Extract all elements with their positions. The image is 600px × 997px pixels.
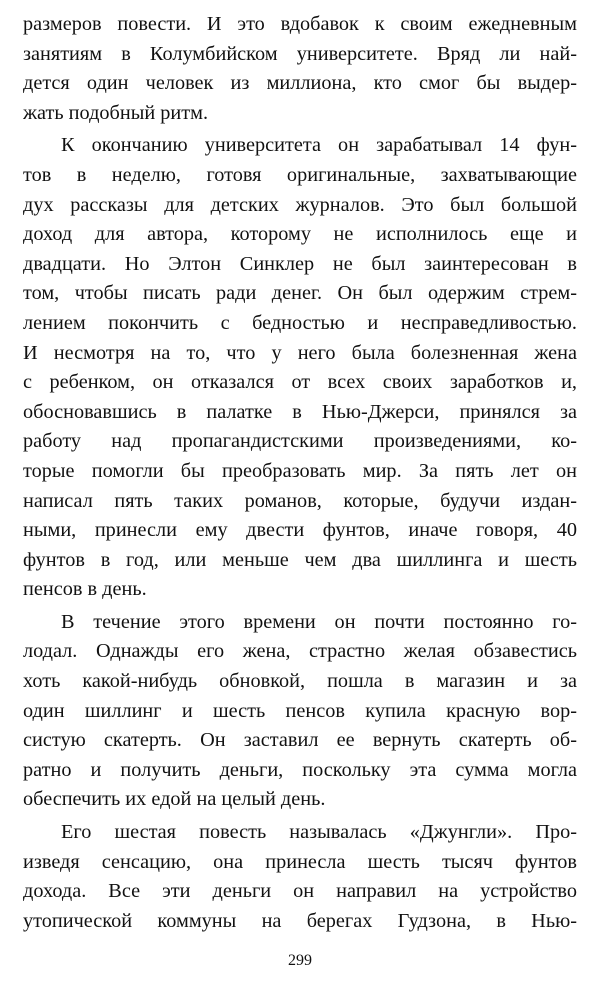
text-line: торые помогли бы преобразовать мир. За пять лет он [23,459,577,482]
text-line: утопической коммуны на берегах Гудзона, в Нью- [23,909,577,932]
text-line: доход для автора, которому не исполнилось еще и [23,223,577,246]
text-line: ратно и получить деньги, поскольку эта сумма могла [23,758,577,781]
text-line: К окончанию университета он зарабатывал 14 фун- [61,134,577,157]
text-line: хоть какой-нибудь обновкой, пошла в магазин и за [23,670,577,693]
text-line: дохода. Все эти деньги он направил на устройство [23,880,577,903]
text-line: размеров повести. И это вдобавок к своим ежедневным [23,13,577,35]
text-line: том, чтобы писать ради денег. Он был одержим стрем- [23,282,577,305]
text-line: ными, принесли ему двести фунтов, иначе говоря, 40 [23,519,577,542]
text-line: И несмотря на то, что у него была болезненная жена [23,341,577,364]
text-line: пенсов в день. [23,578,147,601]
text-line: Его шестая повесть называлась «Джунгли». Про- [61,821,577,844]
paragraph [23,10,577,128]
text-line: работу над пропагандистскими произведениями, ко- [23,430,577,453]
text-line: один шиллинг и шесть пенсов купила красную вор- [23,699,577,722]
body-text [23,10,577,936]
text-line: с ребенком, он отказался от всех своих заработков и, [23,371,577,394]
text-line: фунтов в год, или меньше чем два шиллинга и шесть [23,548,577,571]
text-line: обосновавшись в палатке в Нью-Джерси, принялся за [23,400,577,423]
text-line: В течение этого времени он почти постоянно го- [61,610,577,633]
text-line: жать подобный ритм. [23,101,209,124]
paragraph [23,608,577,815]
text-line: обеспечить их едой на целый день. [23,788,326,811]
text-line: дется один человек из миллиона, кто смог бы выдер- [23,72,577,95]
page-number: 299 [288,952,312,969]
text-line: систую скатерть. Он заставил ее вернуть скатерть об- [23,729,577,752]
paragraph [23,818,577,936]
text-line: двадцати. Но Элтон Синклер не был заинтересован в [23,252,577,275]
text-line: лением покончить с бедностью и несправедливостью. [23,311,577,334]
text-line: написал пять таких романов, которые, будучи издан- [23,489,577,512]
text-line: изведя сенсацию, она принесла шесть тысяч фунтов [23,850,577,873]
text-line: лодал. Однажды его жена, страстно желая обзавестись [23,640,577,663]
text-line: тов в неделю, готовя оригинальные, захватывающие [23,163,577,186]
text-line: дух рассказы для детских журналов. Это был большой [23,193,577,216]
paragraph [23,131,577,605]
text-line: занятиям в Колумбийском университете. Вряд ли най- [23,42,577,65]
